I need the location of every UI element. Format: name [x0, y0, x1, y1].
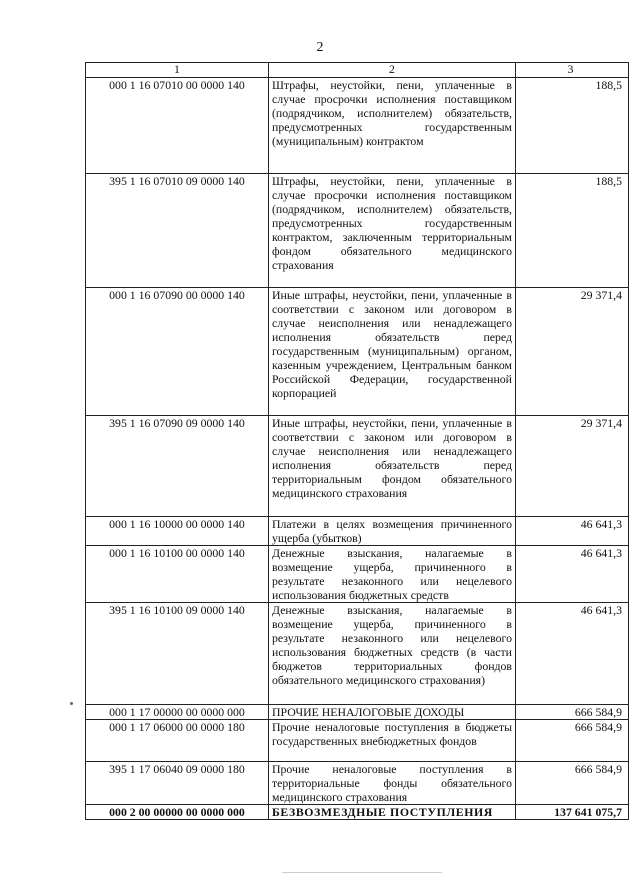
budget-code-cell: 000 1 16 10000 00 0000 140	[86, 517, 269, 546]
column-header-amount: 3	[516, 63, 629, 78]
table-row	[86, 78, 629, 174]
budget-code-cell: 395 1 16 07010 09 0000 140	[86, 174, 269, 288]
amount-cell: 46 641,3	[516, 517, 629, 546]
amount-cell: 46 641,3	[516, 603, 629, 705]
revenue-name-cell: Иные штрафы, неустойки, пени, уплаченные в соответствии с законом или договором в случае неисполнения или ненадлежащего исполнения обязательств перед территориальным фондом обязательного медицинского страхования	[269, 416, 516, 517]
page-number: 2	[316, 40, 324, 55]
revenue-name-cell: Штрафы, неустойки, пени, уплаченные в случае просрочки исполнения поставщиком (подрядчиком, исполнителем) обязательств, предусмотренных государственным (муниципальным) контрактом	[269, 78, 516, 174]
budget-code-cell: 395 1 17 06040 09 0000 180	[86, 762, 269, 805]
table-row-total	[86, 805, 629, 820]
table-header-row	[86, 63, 629, 78]
budget-code-cell: 000 1 16 10100 00 0000 140	[86, 546, 269, 603]
revenue-name-cell: Денежные взыскания, налагаемые в возмещение ущерба, причиненного в результате незаконного или нецелевого использования бюджетных средств	[269, 546, 516, 603]
revenue-name-cell: Прочие неналоговые поступления в территориальные фонды обязательного медицинского страхования	[269, 762, 516, 805]
revenue-name-cell: Иные штрафы, неустойки, пени, уплаченные в соответствии с законом или договором в случае неисполнения или ненадлежащего исполнения обязательств перед государственным (муниципальным) органом, казенным учреждением, Центральным банком Российской Федерации, государственной корпорацией	[269, 288, 516, 416]
amount-cell: 46 641,3	[516, 546, 629, 603]
amount-cell: 666 584,9	[516, 762, 629, 805]
budget-code-cell: 000 1 17 00000 00 0000 000	[86, 705, 269, 720]
amount-cell: 29 371,4	[516, 288, 629, 416]
table-row	[86, 762, 629, 805]
budget-code-cell: 000 1 17 06000 00 0000 180	[86, 720, 269, 762]
table-row	[86, 705, 629, 720]
budget-code-cell: 000 1 16 07010 00 0000 140	[86, 78, 269, 174]
amount-cell: 188,5	[516, 78, 629, 174]
revenue-name-cell: Платежи в целях возмещения причиненного ущерба (убытков)	[269, 517, 516, 546]
budget-revenue-table	[85, 62, 629, 820]
table-row	[86, 416, 629, 517]
scan-artifact-line	[282, 872, 442, 873]
revenue-name-cell: БЕЗВОЗМЕЗДНЫЕ ПОСТУПЛЕНИЯ	[269, 805, 516, 820]
budget-code-cell: 000 1 16 07090 00 0000 140	[86, 288, 269, 416]
table-row	[86, 174, 629, 288]
budget-code-cell: 395 1 16 07090 09 0000 140	[86, 416, 269, 517]
table-row	[86, 288, 629, 416]
table-row	[86, 517, 629, 546]
revenue-name-cell: Денежные взыскания, налагаемые в возмещение ущерба, причиненного в результате незаконного или нецелевого использования бюджетных средств (в части бюджетов территориальных фондов обязательного медицинского страхования)	[269, 603, 516, 705]
revenue-name-cell: ПРОЧИЕ НЕНАЛОГОВЫЕ ДОХОДЫ	[269, 705, 516, 720]
scan-dot	[70, 702, 73, 705]
amount-cell: 137 641 075,7	[516, 805, 629, 820]
revenue-name-cell: Штрафы, неустойки, пени, уплаченные в случае просрочки исполнения поставщиком (подрядчиком, исполнителем) обязательств, предусмотренных государственным контрактом, заключенным территориальным фондом обязательного медицинского страхования	[269, 174, 516, 288]
table-row	[86, 546, 629, 603]
budget-code-cell: 395 1 16 10100 09 0000 140	[86, 603, 269, 705]
column-header-name: 2	[269, 63, 516, 78]
table-row	[86, 720, 629, 762]
amount-cell: 29 371,4	[516, 416, 629, 517]
amount-cell: 666 584,9	[516, 705, 629, 720]
column-header-code: 1	[86, 63, 269, 78]
amount-cell: 666 584,9	[516, 720, 629, 762]
table-row	[86, 603, 629, 705]
revenue-name-cell: Прочие неналоговые поступления в бюджеты государственных внебюджетных фондов	[269, 720, 516, 762]
budget-code-cell: 000 2 00 00000 00 0000 000	[86, 805, 269, 820]
amount-cell: 188,5	[516, 174, 629, 288]
